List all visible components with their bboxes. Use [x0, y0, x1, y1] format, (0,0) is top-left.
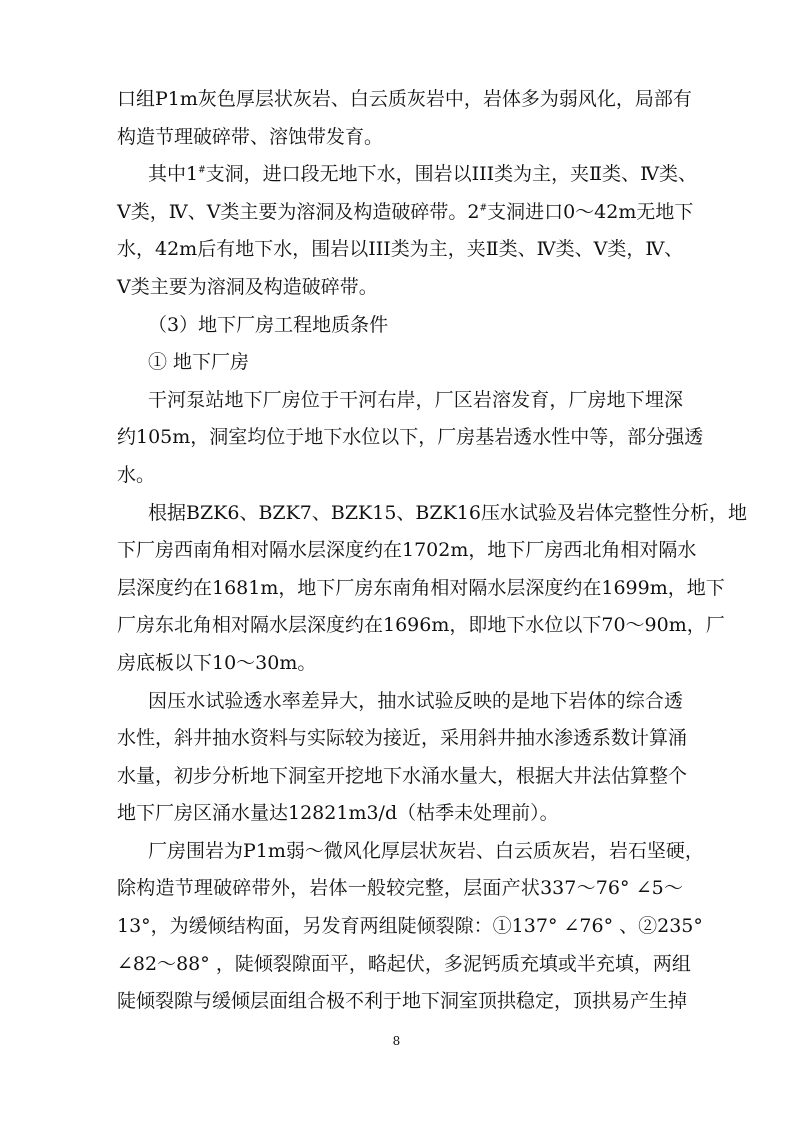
text-segment: 约105m，洞室均位于地下水位以下，厂房基岩透水性中等，部分强透 [117, 426, 704, 449]
text-line [117, 156, 698, 194]
text-line [117, 758, 688, 796]
text-segment: 构造节理破碎带、溶蚀带发育。 [117, 125, 384, 148]
superscript: # [479, 203, 488, 214]
text-segment: （3）地下厂房工程地质条件 [148, 313, 389, 336]
text-line [117, 81, 692, 119]
text-line [117, 495, 747, 533]
text-segment: 支洞，进口段无地下水，围岩以III类为主，夹Ⅱ类、Ⅳ类、 [205, 163, 698, 186]
text-line [117, 983, 688, 1021]
text-segment: 干河泵站地下厂房位于干河右岸，厂区岩溶发育，厂房地下埋深 [148, 388, 683, 411]
page-number: 8 [392, 1034, 401, 1048]
text-line [117, 645, 683, 683]
text-segment: 水量，初步分析地下洞室开挖地下水涌水量大，根据大井法估算整个 [117, 764, 688, 787]
text-line [117, 720, 688, 758]
text-segment: 层深度约在1681m，地下厂房东南角相对隔水层深度约在1699m，地下 [117, 576, 725, 599]
text-line [117, 570, 725, 608]
text-line [117, 908, 703, 946]
text-segment: 其中1 [148, 163, 199, 186]
text-line [117, 457, 683, 495]
text-segment: 厂房围岩为P1m弱～微风化厚层状灰岩、白云质灰岩，岩石坚硬， [148, 839, 704, 862]
text-segment: 除构造节理破碎带外，岩体一般较完整，层面产状337～76° ∠5～ [117, 877, 683, 900]
text-segment: 水。 [117, 463, 156, 486]
text-line [117, 269, 683, 307]
text-segment: 地下厂房区涌水量达12821m3/d（枯季未处理前）。 [117, 802, 559, 825]
text-segment: Ⅴ类，Ⅳ、Ⅴ类主要为溶洞及构造破碎带。2 [117, 200, 480, 223]
text-segment: ∠82～88° ，陡倾裂隙面平，略起伏，多泥钙质充填或半充填，两组 [117, 952, 691, 975]
text-segment: 因压水试验透水率差异大，抽水试验反映的是地下岩体的综合透 [148, 689, 683, 712]
text-segment: 口组P1m灰色厚层状灰岩、白云质灰岩中，岩体多为弱风化，局部有 [117, 88, 692, 110]
text-line [117, 194, 694, 232]
document-body [117, 81, 747, 1021]
text-segment: 陡倾裂隙与缓倾层面组合极不利于地下洞室顶拱稳定，顶拱易产生掉 [117, 990, 688, 1013]
text-segment: 支洞进口0～42m无地下 [487, 200, 694, 223]
text-line [117, 382, 683, 420]
text-segment: 水性，斜井抽水资料与实际较为接近，采用斜井抽水渗透系数计算涌 [117, 727, 688, 750]
text-line [117, 419, 704, 457]
text-line [117, 607, 725, 645]
text-segment: ① 地下厂房 [148, 351, 250, 374]
text-line [117, 946, 691, 984]
text-line [117, 870, 683, 908]
text-segment: 房底板以下10～30m。 [117, 651, 317, 674]
text-line [117, 119, 683, 157]
text-line [117, 307, 683, 345]
text-line [117, 231, 683, 269]
text-segment: 水，42m后有地下水，围岩以III类为主，夹Ⅱ类、Ⅳ类、Ⅴ类，Ⅳ、 [117, 238, 684, 261]
text-line [117, 683, 683, 721]
text-line [117, 344, 683, 382]
text-segment: 13°，为缓倾结构面，另发育两组陡倾裂隙：①137° ∠76° 、②235° [117, 915, 703, 938]
text-segment: 根据BZK6、BZK7、BZK15、BZK16压水试验及岩体完整性分析，地 [148, 501, 747, 524]
text-line [117, 532, 697, 570]
superscript: # [198, 165, 206, 176]
text-line [117, 833, 704, 871]
text-segment: 下厂房西南角相对隔水层深度约在1702m，地下厂房西北角相对隔水 [117, 539, 697, 562]
text-line [117, 795, 683, 833]
text-segment: 厂房东北角相对隔水层深度约在1696m，即地下水位以下70～90m，厂 [117, 614, 725, 637]
text-segment: Ⅴ类主要为溶洞及构造破碎带。 [117, 275, 378, 298]
